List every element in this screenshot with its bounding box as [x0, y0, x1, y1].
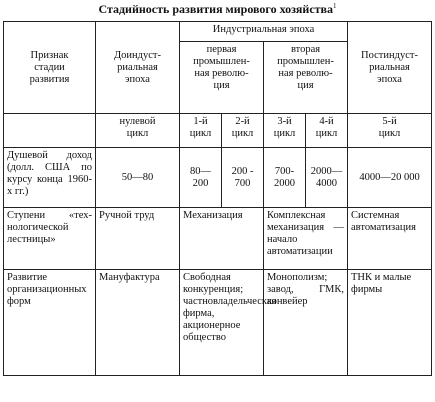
row-income-label: Душевой доход (долл. США по курсу конца 1960-х гг.) [4, 148, 96, 208]
row-org-first: Свободная конкуренция; частновладельческая фирма, акционерное общество [180, 270, 264, 376]
header-cycle-5: 5-й цикл [348, 114, 432, 148]
row-income-c2: 200 - 700 [222, 148, 264, 208]
row-income-c5: 4000—20 000 [348, 148, 432, 208]
row-org-post: ТНК и малые фирмы [348, 270, 432, 376]
title-footnote-mark: 1 [333, 2, 337, 10]
header-cycle-4: 4-й цикл [306, 114, 348, 148]
header-industrial: Индустриальная эпоха [180, 22, 348, 42]
row-tech-second: Комплексная механизация — начало автоматизации [264, 208, 348, 270]
row-income-c1: 80— 200 [180, 148, 222, 208]
header-cycle-1: 1-й цикл [180, 114, 222, 148]
header-cycle-zero: нулевой цикл [96, 114, 180, 148]
table-title-text: Стадийность развития мирового хозяйства [98, 2, 334, 16]
stages-table [3, 21, 432, 376]
row-tech-zero: Ручной труд [96, 208, 180, 270]
table-row-technology [4, 208, 432, 270]
header-preindustrial: Доиндуст- риальная эпоха [96, 22, 180, 114]
header-first-revolution: первая промышлен- ная револю- ция [180, 42, 264, 114]
row-tech-post: Системная автоматизация [348, 208, 432, 270]
row-tech-label: Ступени «тех-нологической лестницы» [4, 208, 96, 270]
table-row-organization [4, 270, 432, 376]
row-tech-first: Механизация [180, 208, 264, 270]
header-second-revolution: вторая промышлен- ная револю- ция [264, 42, 348, 114]
row-income-zero: 50—80 [96, 148, 180, 208]
header-feature: Признак стадии развития [4, 22, 96, 114]
header-cycles-empty [4, 114, 96, 148]
header-cycle-3: 3-й цикл [264, 114, 306, 148]
row-org-zero: Мануфактура [96, 270, 180, 376]
header-row-cycles [4, 114, 432, 148]
row-income-c4: 2000— 4000 [306, 148, 348, 208]
row-org-second: Монополизм; завод, ГМК, конвейер [264, 270, 348, 376]
header-row-epochs [4, 22, 432, 42]
table-title [0, 2, 435, 16]
header-cycle-2: 2-й цикл [222, 114, 264, 148]
row-org-label: Развитие организационных форм [4, 270, 96, 376]
row-income-c3: 700- 2000 [264, 148, 306, 208]
table-row-income [4, 148, 432, 208]
header-postindustrial: Постиндуст- риальная эпоха [348, 22, 432, 114]
